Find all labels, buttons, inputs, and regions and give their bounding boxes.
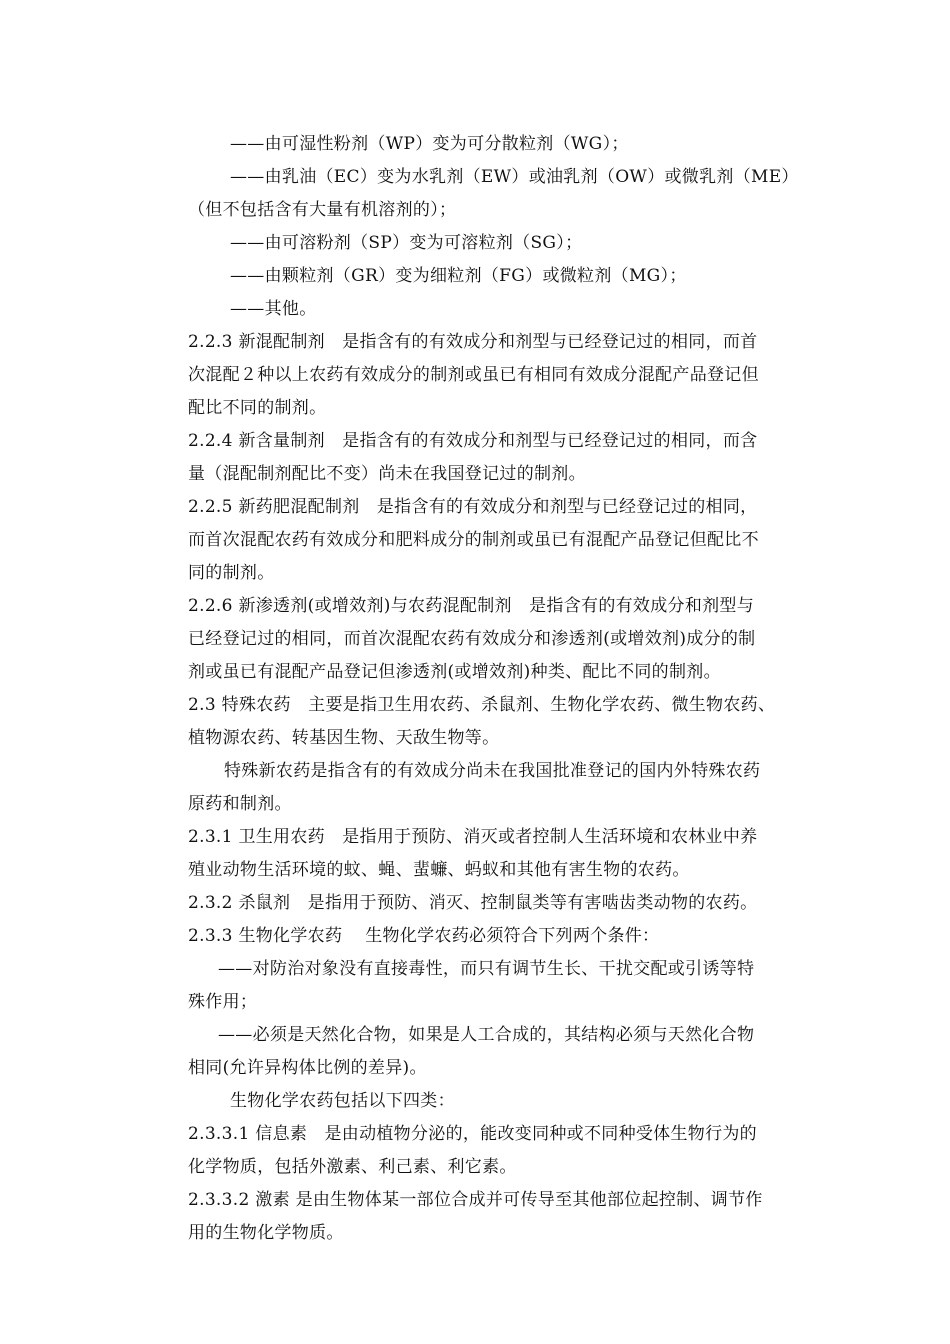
text-line: 而首次混配农药有效成分和肥料成分的制剂或虽已有混配产品登记但配比不	[188, 530, 759, 550]
text-line: ——必须是天然化合物，如果是人工合成的，其结构必须与天然化合物	[218, 1025, 755, 1045]
text-line: 量（混配制剂配比不变）尚未在我国登记过的制剂。	[188, 464, 586, 484]
text-line: 2.2.4 新含量制剂 是指含有的有效成分和剂型与已经登记过的相同，而含	[188, 431, 758, 451]
text-line: 已经登记过的相同，而首次混配农药有效成分和渗透剂(或增效剂)成分的制	[188, 629, 756, 649]
text-line: 2.2.3 新混配制剂 是指含有的有效成分和剂型与已经登记过的相同，而首	[188, 332, 758, 352]
text-line: 2.3.3.2 激素 是由生物体某一部位合成并可传导至其他部位起控制、调节作	[188, 1190, 763, 1210]
document-body	[188, 128, 838, 1250]
text-line: 相同(允许异构体比例的差异)。	[188, 1058, 427, 1078]
text-line: 同的制剂。	[188, 563, 275, 583]
text-line: ——由可湿性粉剂（WP）变为可分散粒剂（WG）；	[230, 134, 629, 154]
text-line: （但不包括含有大量有机溶剂的）；	[188, 200, 457, 220]
text-line: 原药和制剂。	[188, 794, 292, 814]
text-line: 用的生物化学物质。	[188, 1223, 344, 1243]
text-line: 殖业动物生活环境的蚊、蝇、蜚蠊、蚂蚁和其他有害生物的农药。	[188, 860, 690, 880]
text-line: 2.2.5 新药肥混配制剂 是指含有的有效成分和剂型与已经登记过的相同，	[188, 497, 758, 517]
text-line: 殊作用；	[188, 992, 258, 1012]
text-line: 化学物质，包括外激素、利己素、利它素。	[188, 1157, 517, 1177]
text-line: 次混配２种以上农药有效成分的制剂或虽已有相同有效成分混配产品登记但	[188, 365, 759, 385]
text-line: 2.3.1 卫生用农药 是指用于预防、消灭或者控制人生活环境和农林业中养	[188, 827, 758, 847]
text-line: 植物源农药、转基因生物、天敌生物等。	[188, 728, 500, 748]
text-line: 配比不同的制剂。	[188, 398, 327, 418]
text-line: 2.3.2 杀鼠剂 是指用于预防、消灭、控制鼠类等有害啮齿类动物的农药。	[188, 893, 758, 913]
text-line: ——其他。	[230, 299, 317, 319]
text-line: 2.3.3 生物化学农药 生物化学农药必须符合下列两个条件：	[188, 926, 660, 946]
text-line: 2.3.3.1 信息素 是由动植物分泌的，能改变同种或不同种受体生物行为的	[188, 1124, 757, 1144]
text-line: ——由可溶粉剂（SP）变为可溶粒剂（SG）；	[230, 233, 583, 253]
text-line: 特殊新农药是指含有的有效成分尚未在我国批准登记的国内外特殊农药	[224, 761, 761, 781]
text-line: ——由颗粒剂（GR）变为细粒剂（FG）或微粒剂（MG）；	[230, 266, 687, 286]
text-line: ——对防治对象没有直接毒性，而只有调节生长、干扰交配或引诱等特	[218, 959, 755, 979]
text-line: 生物化学农药包括以下四类：	[230, 1091, 455, 1111]
text-line: 剂或虽已有混配产品登记但渗透剂(或增效剂)种类、配比不同的制剂。	[188, 662, 721, 682]
text-line: 2.2.6 新渗透剂(或增效剂)与农药混配制剂 是指含有的有效成分和剂型与	[188, 596, 755, 616]
text-line: 2.3 特殊农药 主要是指卫生用农药、杀鼠剂、生物化学农药、微生物农药、	[188, 695, 776, 715]
text-line: ——由乳油（EC）变为水乳剂（EW）或油乳剂（OW）或微乳剂（ME）	[230, 167, 799, 187]
